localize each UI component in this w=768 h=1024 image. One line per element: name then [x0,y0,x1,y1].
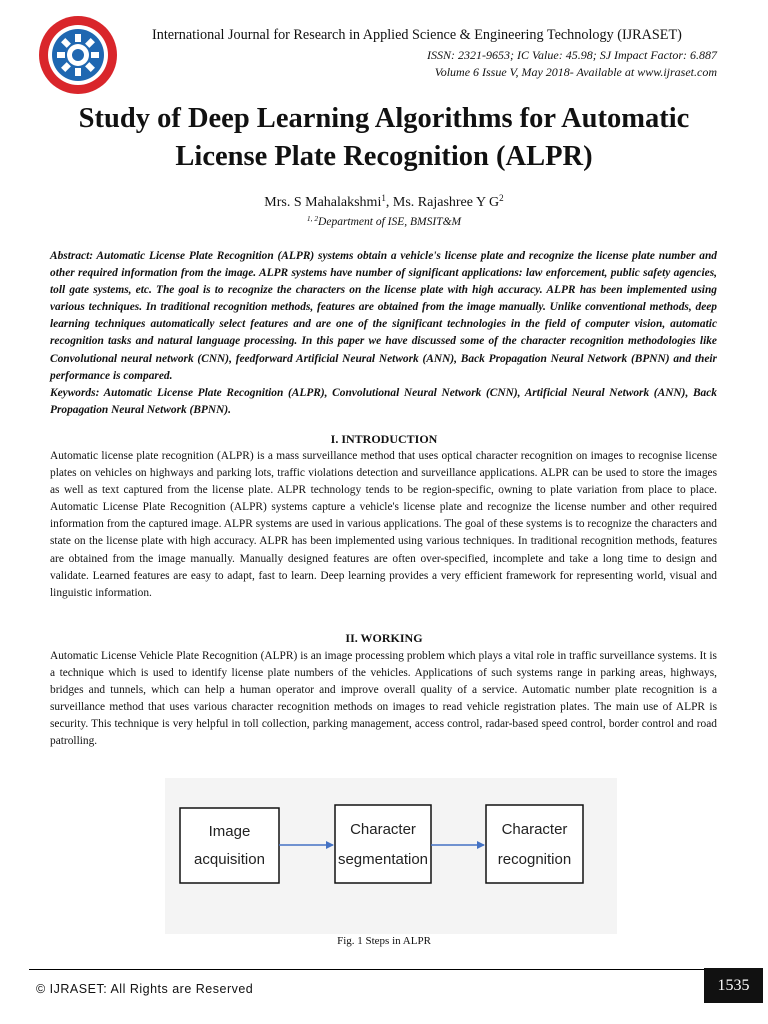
working-paragraph: Automatic License Vehicle Plate Recognition (ALPR) is an image processing problem which plays a vital role in traffic surveillance systems. It is a technique which is used to identify license plate numbers of the vehicles. Applications of such systems range in parking areas, highways, bridges and tunnels, which can help a human operator and improve overall quality of a service. Automatic number plate recognition is a surveillance method that uses various character recognition methods on images to read vehicle registration plates. The main use of ALPR is security. This technique is very helpful in toll collection, parking management, access control, radar-based speed control, border control and road patrolling. [50,650,717,748]
author-1-sup: 1 [381,193,386,203]
affiliation-sup: 1, 2 [306,213,319,223]
affiliation-text: Department of ISE, BMSIT&M [318,216,462,228]
paper-title [20,100,748,176]
affiliation [0,213,768,228]
image-acquisition-label-1: Image [208,823,251,840]
footer-divider [29,969,731,970]
character-recognition-label-1: Character [501,821,568,838]
journal-name: International Journal for Research in Applied Science & Engineering Technology (IJRASET) [152,27,682,43]
section-heading-working: II. WORKING [345,631,423,645]
author-separator: , [385,195,393,210]
ijraset-logo-icon [31,8,125,102]
introduction-paragraph: Automatic license plate recognition (ALPR) is a mass surveillance method that uses optical character recognition on images to recognise license plates on vehicles on highways and parking lots, traffic violations detection and surveillance applications. ALPR can be used to store the images as well as text captured from the license plate. ALPR technology tends to be region-specific, owning to plate variation from place to place. Automatic License Plate Recognition (ALPR) systems capture a vehicle's license plate and recognize the license number and other required information from the captured image. ALPR systems are used in various applications. The goal of these systems is to recognize the characters and state on the license plate with high accuracy. ALPR has been implemented using various techniques. In traditional recognition methods, features are obtained from the image manually. Manually designed features are often over-specified, incomplete and take a long time to design and validate. Learned features are easy to adapt, fast to learn. Deep learning provides a very efficient framework for representing world, visual and linguistic information. [50,450,717,599]
volume-line: Volume 6 Issue V, May 2018- Available at www.ijraset.com [434,65,717,79]
issn-line: ISSN: 2321-9653; IC Value: 45.98; SJ Impact Factor: 6.887 [427,48,717,62]
copyright-notice: © IJRASET: All Rights are Reserved [36,982,254,996]
page-number: 1535 [704,968,763,1003]
alpr-steps-diagram [165,778,617,934]
author-2: Ms. Rajashree Y G [392,195,500,210]
keywords: Keywords: Automatic License Plate Recognition (ALPR), Convolutional Neural Network (CNN), Artificial Neural Network (ANN), Back Propagation Neural Network (BPNN). [50,387,717,417]
paper-title-line1: Study of Deep Learning Algorithms for Automatic [78,103,690,134]
character-recognition-label-2: recognition [497,851,572,868]
abstract: Abstract: Automatic License Plate Recognition (ALPR) systems obtain a vehicle's license plate and recognize the license plate number and other required information from the image. ALPR systems have number of significant applications: law enforcement, public safety agencies, toll gate systems, etc. The goal is to recognize the characters on the license plate with high accuracy. ALPR has been implemented using various techniques. In traditional recognition methods, features are obtained from the image manually. Unlike conventional methods, deep learning techniques automatically select features and are one of the significant technologies in the field of computer vision, automatic recognition tasks and natural language processing. In this paper we have discussed some of the character recognition methodologies like Convolutional neural network (CNN), feedforward Artificial Neural Network (ANN), Back Propagation Neural Network (BPNN) and their performance is compared. [50,250,717,382]
section-heading-introduction: I. INTRODUCTION [330,432,438,446]
character-segmentation-box [335,805,431,883]
author-2-sup: 2 [499,193,504,203]
character-recognition-box [486,805,583,883]
authors [0,195,768,211]
image-acquisition-label-2: acquisition [194,851,265,868]
author-1: Mrs. S Mahalakshmi [264,195,382,210]
paper-title-line2: License Plate Recognition (ALPR) [175,141,593,172]
character-segmentation-label-2: segmentation [337,851,429,868]
figure-caption: Fig. 1 Steps in ALPR [337,935,431,947]
character-segmentation-label-1: Character [350,821,416,838]
image-acquisition-box [180,808,279,883]
